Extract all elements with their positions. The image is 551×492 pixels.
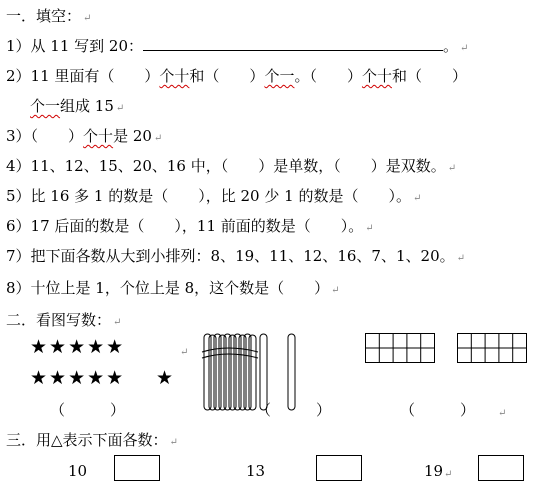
- question-3: 3）（ ）个十是 20 ↵: [6, 127, 163, 145]
- question-1: 1）从 11 写到 20： 。 ↵: [6, 37, 469, 55]
- paragraph-mark-icon: ↵: [365, 223, 374, 234]
- question-8: 8）十位上是 1，个位上是 8，这个数是（ ） ↵: [6, 279, 340, 297]
- ten-frame-grid-2: [456, 332, 528, 364]
- number-label: 10: [68, 462, 88, 480]
- paragraph-mark-icon: ↵: [456, 253, 466, 264]
- number-label: 13: [246, 462, 266, 480]
- section3-title: 三．用△表示下面各数： ↵: [6, 431, 178, 449]
- paragraph-mark-icon: ↵: [331, 285, 340, 296]
- answer-paren-1[interactable]: （ ）: [50, 401, 126, 419]
- paragraph-mark-icon: ↵: [412, 193, 422, 204]
- question-2-cont: 个一组成 15 ↵: [30, 97, 125, 115]
- question-5: 5）比 16 多 1 的数是（ ），比 20 少 1 的数是（ ）。 ↵: [6, 187, 422, 205]
- answer-paren-2[interactable]: （ ）: [256, 401, 332, 419]
- spellcheck-word: 个十: [159, 67, 190, 85]
- single-stick-icon: [288, 334, 295, 410]
- paragraph-mark-icon: ↵: [169, 437, 178, 448]
- section1-title: 一．填空： ↵: [6, 7, 92, 25]
- star-extra: ★: [156, 367, 176, 389]
- answer-underline[interactable]: [143, 36, 443, 51]
- answer-box[interactable]: [478, 455, 524, 481]
- number-label: 19: [424, 462, 444, 480]
- paragraph-mark-icon: ↵: [444, 469, 453, 480]
- answer-box[interactable]: [316, 455, 362, 481]
- question-7: 7）把下面各数从大到小排列：8、19、11、12、16、7、1、20。 ↵: [6, 247, 466, 265]
- paragraph-mark-icon: ↵: [153, 133, 163, 144]
- section2-title: 二．看图写数： ↵: [6, 311, 122, 329]
- paragraph-mark-icon: ↵: [83, 13, 92, 24]
- question-6: 6）17 后面的数是（ ），11 前面的数是（ ）。 ↵: [6, 217, 374, 235]
- paragraph-mark-icon: ↵: [115, 103, 125, 114]
- answer-box[interactable]: [114, 455, 160, 481]
- spellcheck-word: 个十: [83, 127, 114, 145]
- question-4: 4）11、12、15、20、16 中，（ ）是单数，（ ）是双数。 ↵: [6, 157, 457, 175]
- paragraph-mark-icon: ↵: [180, 347, 189, 358]
- paragraph-mark-icon: ↵: [498, 408, 507, 419]
- single-stick-icon: [260, 334, 267, 410]
- answer-paren-3[interactable]: （ ）: [400, 401, 476, 419]
- spellcheck-word: 个十: [361, 67, 392, 85]
- paragraph-mark-icon: ↵: [460, 43, 469, 54]
- spellcheck-word: 个一: [264, 67, 295, 85]
- stars-row-2: ★★★★★: [30, 367, 126, 389]
- spellcheck-word: 个一: [30, 97, 61, 115]
- stars-row-1: ★★★★★: [30, 336, 126, 358]
- question-2: 2）11 里面有（ ）个十和（ ）个一。（ ）个十和（ ）: [6, 67, 467, 85]
- ten-frame-grid-1: [364, 332, 436, 364]
- paragraph-mark-icon: ↵: [447, 163, 457, 174]
- paragraph-mark-icon: ↵: [113, 317, 122, 328]
